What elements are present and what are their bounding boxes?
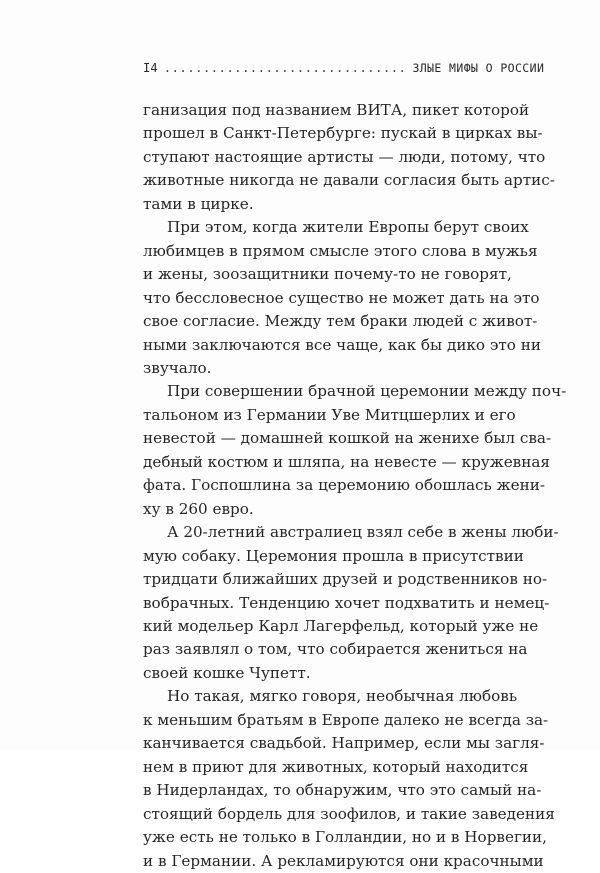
text-line: ганизация под названием ВИТА, пикет которой bbox=[143, 101, 530, 119]
paragraph bbox=[143, 521, 559, 685]
text-line: тальоном из Германии Уве Митцшерлих и его bbox=[143, 405, 516, 424]
paragraph bbox=[143, 380, 567, 521]
paragraph bbox=[143, 216, 542, 380]
text-line: раз заявлял о том, что собирается жениться на bbox=[143, 640, 528, 659]
text-line: А 20-летний австралиец взял себе в жены люби- bbox=[167, 523, 559, 542]
paragraph bbox=[143, 99, 555, 216]
text-line: кий модельер Карл Лагерфельд, который уже не bbox=[143, 616, 539, 635]
text-line: что бессловесное существо не может дать на это bbox=[143, 288, 540, 307]
text-line: ступают настоящие артисты — люди, потому, что bbox=[143, 147, 546, 166]
page-number: I4 bbox=[143, 61, 158, 75]
text-line: прошел в Санкт-Петербурге: пускай в цирках вы- bbox=[143, 124, 543, 143]
text-line: Но такая, мягко говоря, необычная любовь bbox=[167, 687, 518, 706]
text-line: ху в 260 евро. bbox=[143, 499, 254, 518]
text-line: и в Германии. А рекламируются они красочными bbox=[143, 851, 544, 870]
text-line: тридцати ближайших друзей и родственников но- bbox=[143, 570, 548, 589]
text-line: тами в цирке. bbox=[143, 194, 254, 213]
paragraph bbox=[143, 685, 555, 873]
text-line: канчивается свадьбой. Например, если мы загля- bbox=[143, 734, 545, 753]
text-line: и жены, зоозащитники почему-то не говорят, bbox=[143, 265, 512, 284]
text-line: звучало. bbox=[143, 358, 212, 377]
text-line: в Нидерландах, то обнаружим, что это самый на- bbox=[143, 781, 542, 800]
text-line: стоящий бордель для зоофилов, и такие заведения bbox=[143, 804, 555, 823]
header-leader-dots: ............................... bbox=[163, 61, 407, 75]
body-text bbox=[143, 99, 567, 873]
text-line: нем в приют для животных, который находится bbox=[143, 757, 529, 776]
text-line: вобрачных. Тенденцию хочет подхватить и немец- bbox=[143, 593, 550, 612]
text-line: дебный костюм и шляпа, на невесте — кружевная bbox=[143, 452, 550, 471]
text-line: фата. Госпошлина за церемонию обошлась жени- bbox=[143, 476, 545, 495]
text-line: ными заключаются все чаще, как бы дико это ни bbox=[143, 335, 542, 354]
text-line: животные никогда не давали согласия быть артис- bbox=[143, 171, 555, 190]
text-line: своей кошке Чупетт. bbox=[143, 663, 311, 682]
text-line: мую собаку. Церемония прошла в присутствии bbox=[143, 546, 524, 565]
text-line: к меньшим братьям в Европе далеко не всегда за- bbox=[143, 710, 549, 729]
text-line: При этом, когда жители Европы берут своих bbox=[167, 218, 529, 237]
text-line: уже есть не только в Голландии, но и в Норвегии, bbox=[143, 828, 547, 847]
running-title: ЗЛЫЕ МИФЫ О РОССИИ bbox=[412, 61, 545, 75]
text-line: свое согласие. Между тем браки людей с живот- bbox=[143, 312, 538, 331]
page-header bbox=[143, 61, 545, 79]
text-line: любимцев в прямом смысле этого слова в мужья bbox=[143, 241, 538, 260]
text-line: При совершении брачной церемонии между поч- bbox=[167, 382, 567, 401]
text-line: невестой — домашней кошкой на женихе был сва- bbox=[143, 429, 552, 448]
